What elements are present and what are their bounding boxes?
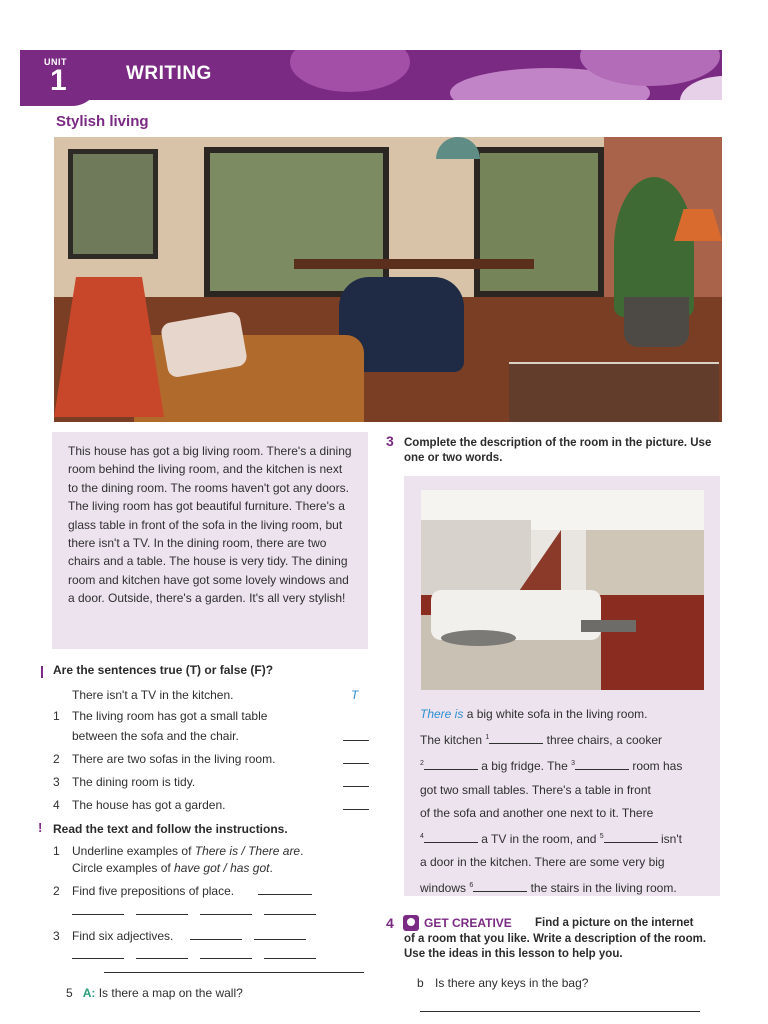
answer-blank[interactable] xyxy=(258,894,312,895)
exercise-1-title: Are the sentences true (T) or false (F)? xyxy=(53,663,274,677)
reading-text: This house has got a big living room. There's a dining room behind the living room, and the kitchen is next to the dining room. The rooms haven't got any doors. The living room has got beautiful furniture. There's a glass table in front of the sofa in the living room, but there isn't a TV. In the dining room, there are two chairs and a table. The house is very tidy. The dining room and kitchen have got some lovely windows and a door. Outside, there's a garden. It's all very stylish! xyxy=(68,444,352,606)
unit-label: UNIT xyxy=(44,57,67,67)
unit-number: 1 xyxy=(50,64,67,97)
answer-blank[interactable] xyxy=(575,760,629,770)
answer-blank[interactable] xyxy=(72,958,124,959)
creative-icon xyxy=(403,915,419,931)
answer-blank[interactable] xyxy=(264,958,316,959)
exercise-2-title: Read the text and follow the instructions. xyxy=(53,822,288,836)
answer-blank[interactable] xyxy=(136,914,188,915)
exercise-4-number: 4 xyxy=(386,915,394,931)
answer-blank[interactable] xyxy=(343,798,369,810)
living-room-photo xyxy=(54,137,722,422)
answer-blank[interactable] xyxy=(343,752,369,764)
answer-blank[interactable] xyxy=(343,775,369,787)
exercise-2-item: 3 Find six adjectives. xyxy=(53,929,174,943)
exercise-4-title: GET CREATIVE xyxy=(424,916,512,930)
exercise-2-item: 1 Underline examples of There is / There are. xyxy=(53,844,304,858)
answer-blank[interactable] xyxy=(254,939,306,940)
answer-blank[interactable] xyxy=(200,958,252,959)
answer-blank[interactable] xyxy=(264,914,316,915)
answer-blank[interactable] xyxy=(424,833,478,843)
answer-line xyxy=(104,972,364,973)
answer-blank[interactable] xyxy=(473,882,527,892)
answer-blank[interactable] xyxy=(72,914,124,915)
exercise-4-instruction-rest: of a room that you like. Write a description of the room. Use the ideas in this lesson to help you. xyxy=(404,933,707,960)
answer-blank[interactable] xyxy=(200,914,252,915)
banner-decoration xyxy=(290,50,410,92)
answer-blank[interactable] xyxy=(489,734,543,744)
answer-blank[interactable] xyxy=(424,760,478,770)
answer-blank[interactable] xyxy=(190,939,242,940)
exercise-2-marker: ! xyxy=(38,820,43,835)
reading-text-box xyxy=(52,432,368,649)
exercise-3-instruction: Complete the description of the room in the picture. Use one or two words. xyxy=(404,437,712,464)
open-plan-room-photo xyxy=(421,490,704,690)
exercise-1-marker xyxy=(41,666,43,678)
answer-blank[interactable] xyxy=(604,833,658,843)
bottom-question-right: b Is there any keys in the bag? xyxy=(417,976,589,990)
exercise-2-item: 2 Find five prepositions of place. xyxy=(53,884,235,898)
answer-line xyxy=(420,1011,700,1012)
example-answer: There is xyxy=(420,707,464,721)
answer-blank[interactable] xyxy=(343,729,369,741)
exercise-3-number: 3 xyxy=(386,433,394,449)
bottom-question-left: 5 A: Is there a map on the wall? xyxy=(66,986,243,1000)
section-title: WRITING xyxy=(126,63,212,84)
exercise-2-item: Circle examples of have got / has got. xyxy=(72,861,273,875)
example-answer: T xyxy=(351,688,359,702)
exercise-3-text: There is a big white sofa in the living room. The kitchen $^1$ three chairs, a cooker $^2$ a big fridge. The $^3$ room has got two small tables. There's a table in front of the sofa and another one next to it. There $^4$ a TV in the room, and $^5$ isn't a door in the kitchen. There are some very big windows $^6$ the stairs in the living room. xyxy=(420,707,683,896)
exercise-4-instruction: Find a picture on the internet xyxy=(535,917,694,929)
lesson-subtitle: Stylish living xyxy=(56,113,149,130)
answer-blank[interactable] xyxy=(136,958,188,959)
